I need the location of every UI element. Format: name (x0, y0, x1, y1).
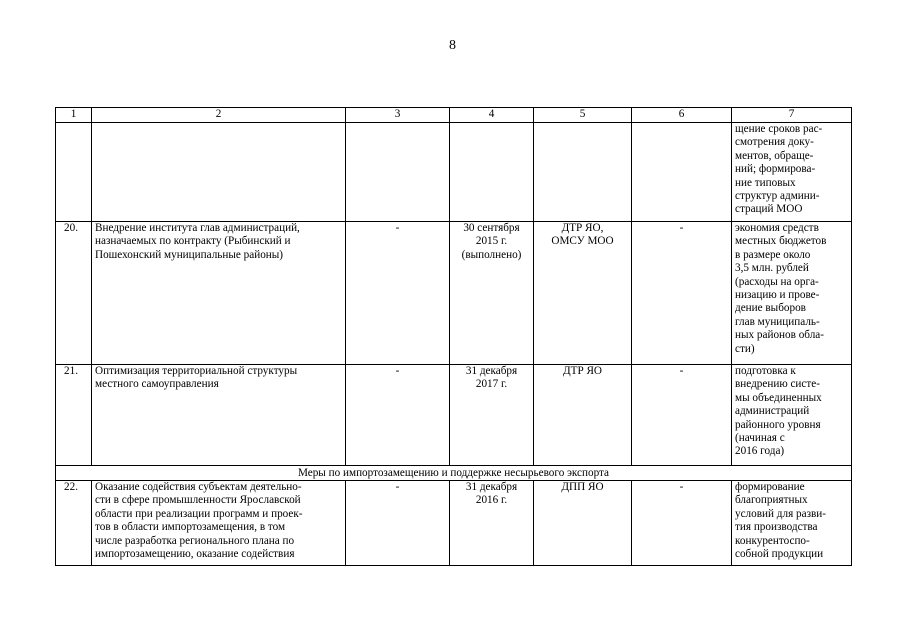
header-cell: 6 (632, 108, 732, 123)
row-number: 22. (56, 481, 92, 566)
row-number: 20. (56, 222, 92, 365)
section-title: Меры по импортозамещению и поддержке несырьевого экспорта (56, 466, 852, 481)
header-cell: 4 (450, 108, 534, 123)
deadline-text: 31 декабря 2016 г. (465, 481, 518, 507)
measure-text: Оптимизация территориальной структуры местного самоуправления (95, 365, 298, 391)
table-row (56, 222, 852, 365)
result-text: формирование благоприятных условий для разви- тия производства конкурентоспо- собной продукции (735, 481, 826, 561)
col3-value: - (346, 481, 450, 566)
col3-value: - (346, 222, 450, 365)
header-cell: 1 (56, 108, 92, 123)
col6-value: - (632, 222, 732, 365)
result-text: подготовка к внедрению систе- мы объединенных администраций районного уровня (начиная с 2016 года) (735, 365, 822, 458)
section-row (56, 466, 852, 481)
header-cell: 2 (92, 108, 346, 123)
responsible-text: ДТР ЯО (562, 365, 603, 377)
measures-table (55, 107, 852, 566)
header-cell: 5 (534, 108, 632, 123)
header-row (56, 108, 852, 123)
result-text: щение сроков рас- смотрения доку- ментов, обраще- ний; формирова- ние типовых структур админи- страций МОО (735, 123, 823, 216)
result-text: экономия средств местных бюджетов в размере около 3,5 млн. рублей (расходы на орга- низацию и прове- дение выборов глав муниципаль- ных районов обла- сти) (735, 222, 827, 355)
table-row (56, 481, 852, 566)
page-number: 8 (449, 38, 456, 53)
header-cell: 7 (732, 108, 852, 123)
responsible-text: ДПП ЯО (561, 481, 604, 493)
col6-value: - (632, 365, 732, 466)
table-row (56, 365, 852, 466)
col6-value: - (632, 481, 732, 566)
measure-text: Оказание содействия субъектам деятельно- сти в сфере промышленности Ярославской области при реализации программ и проек- тов в области импортозамещения, в том числе разработка регионального плана по импортозамещению, оказание содействия (95, 481, 303, 561)
responsible-text: ДТР ЯО, ОМСУ МОО (551, 222, 614, 248)
row-number: 21. (56, 365, 92, 466)
col3-value: - (346, 365, 450, 466)
measure-text: Внедрение института глав администраций, назначаемых по контракту (Рыбинский и Пошехонский муниципальные районы) (95, 222, 300, 261)
deadline-text: 30 сентября 2015 г. (выполнено) (461, 222, 522, 261)
table-row-continuation (56, 123, 852, 222)
header-cell: 3 (346, 108, 450, 123)
deadline-text: 31 декабря 2017 г. (465, 365, 518, 391)
